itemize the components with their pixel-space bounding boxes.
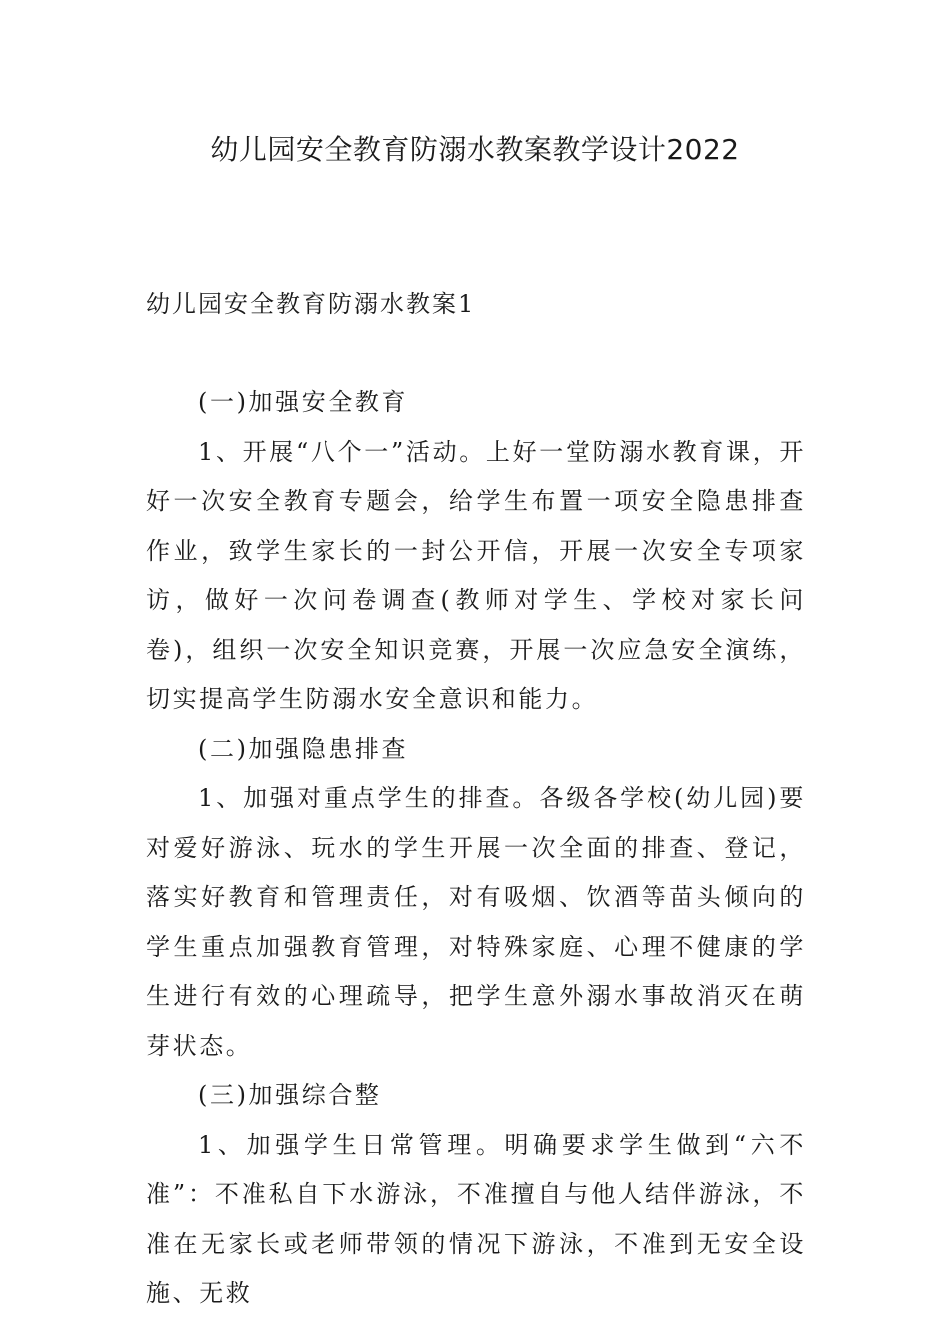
document-body [146,378,806,1319]
section-paragraph-3: 1、加强学生日常管理。明确要求学生做到“六不准”：不准私自下水游泳，不准擅自与他人结伴游泳，不准在无家长或老师带领的情况下游泳，不准到无安全设施、无救 [146,1130,806,1307]
document-title: 幼儿园安全教育防溺水教案教学设计2022 [210,133,740,166]
section-heading-2: (二)加强隐患排查 [198,734,409,763]
section-heading-1: (一)加强安全教育 [198,388,409,416]
document-subtitle: 幼儿园安全教育防溺水教案1 [146,290,476,318]
section-paragraph-1: 1、开展“八个一”活动。上好一堂防溺水教育课，开好一次安全教育专题会，给学生布置一项安全隐患排查作业，致学生家长的一封公开信，开展一次安全专项家访，做好一次问卷调查(教师对学生、学校对家长问卷)，组织一次安全知识竞赛，开展一次应急安全演练，切实提高学生防溺水安全意识和能力。 [146,437,806,713]
section-paragraph-2: 1、加强对重点学生的排查。各级各学校(幼儿园)要对爱好游泳、玩水的学生开展一次全面的排查、登记，落实好教育和管理责任，对有吸烟、饮酒等苗头倾向的学生重点加强教育管理，对特殊家庭、心理不健康的学生进行有效的心理疏导，把学生意外溺水事故消灭在萌芽状态。 [146,784,806,1060]
section-heading-3: (三)加强综合整 [198,1081,382,1109]
